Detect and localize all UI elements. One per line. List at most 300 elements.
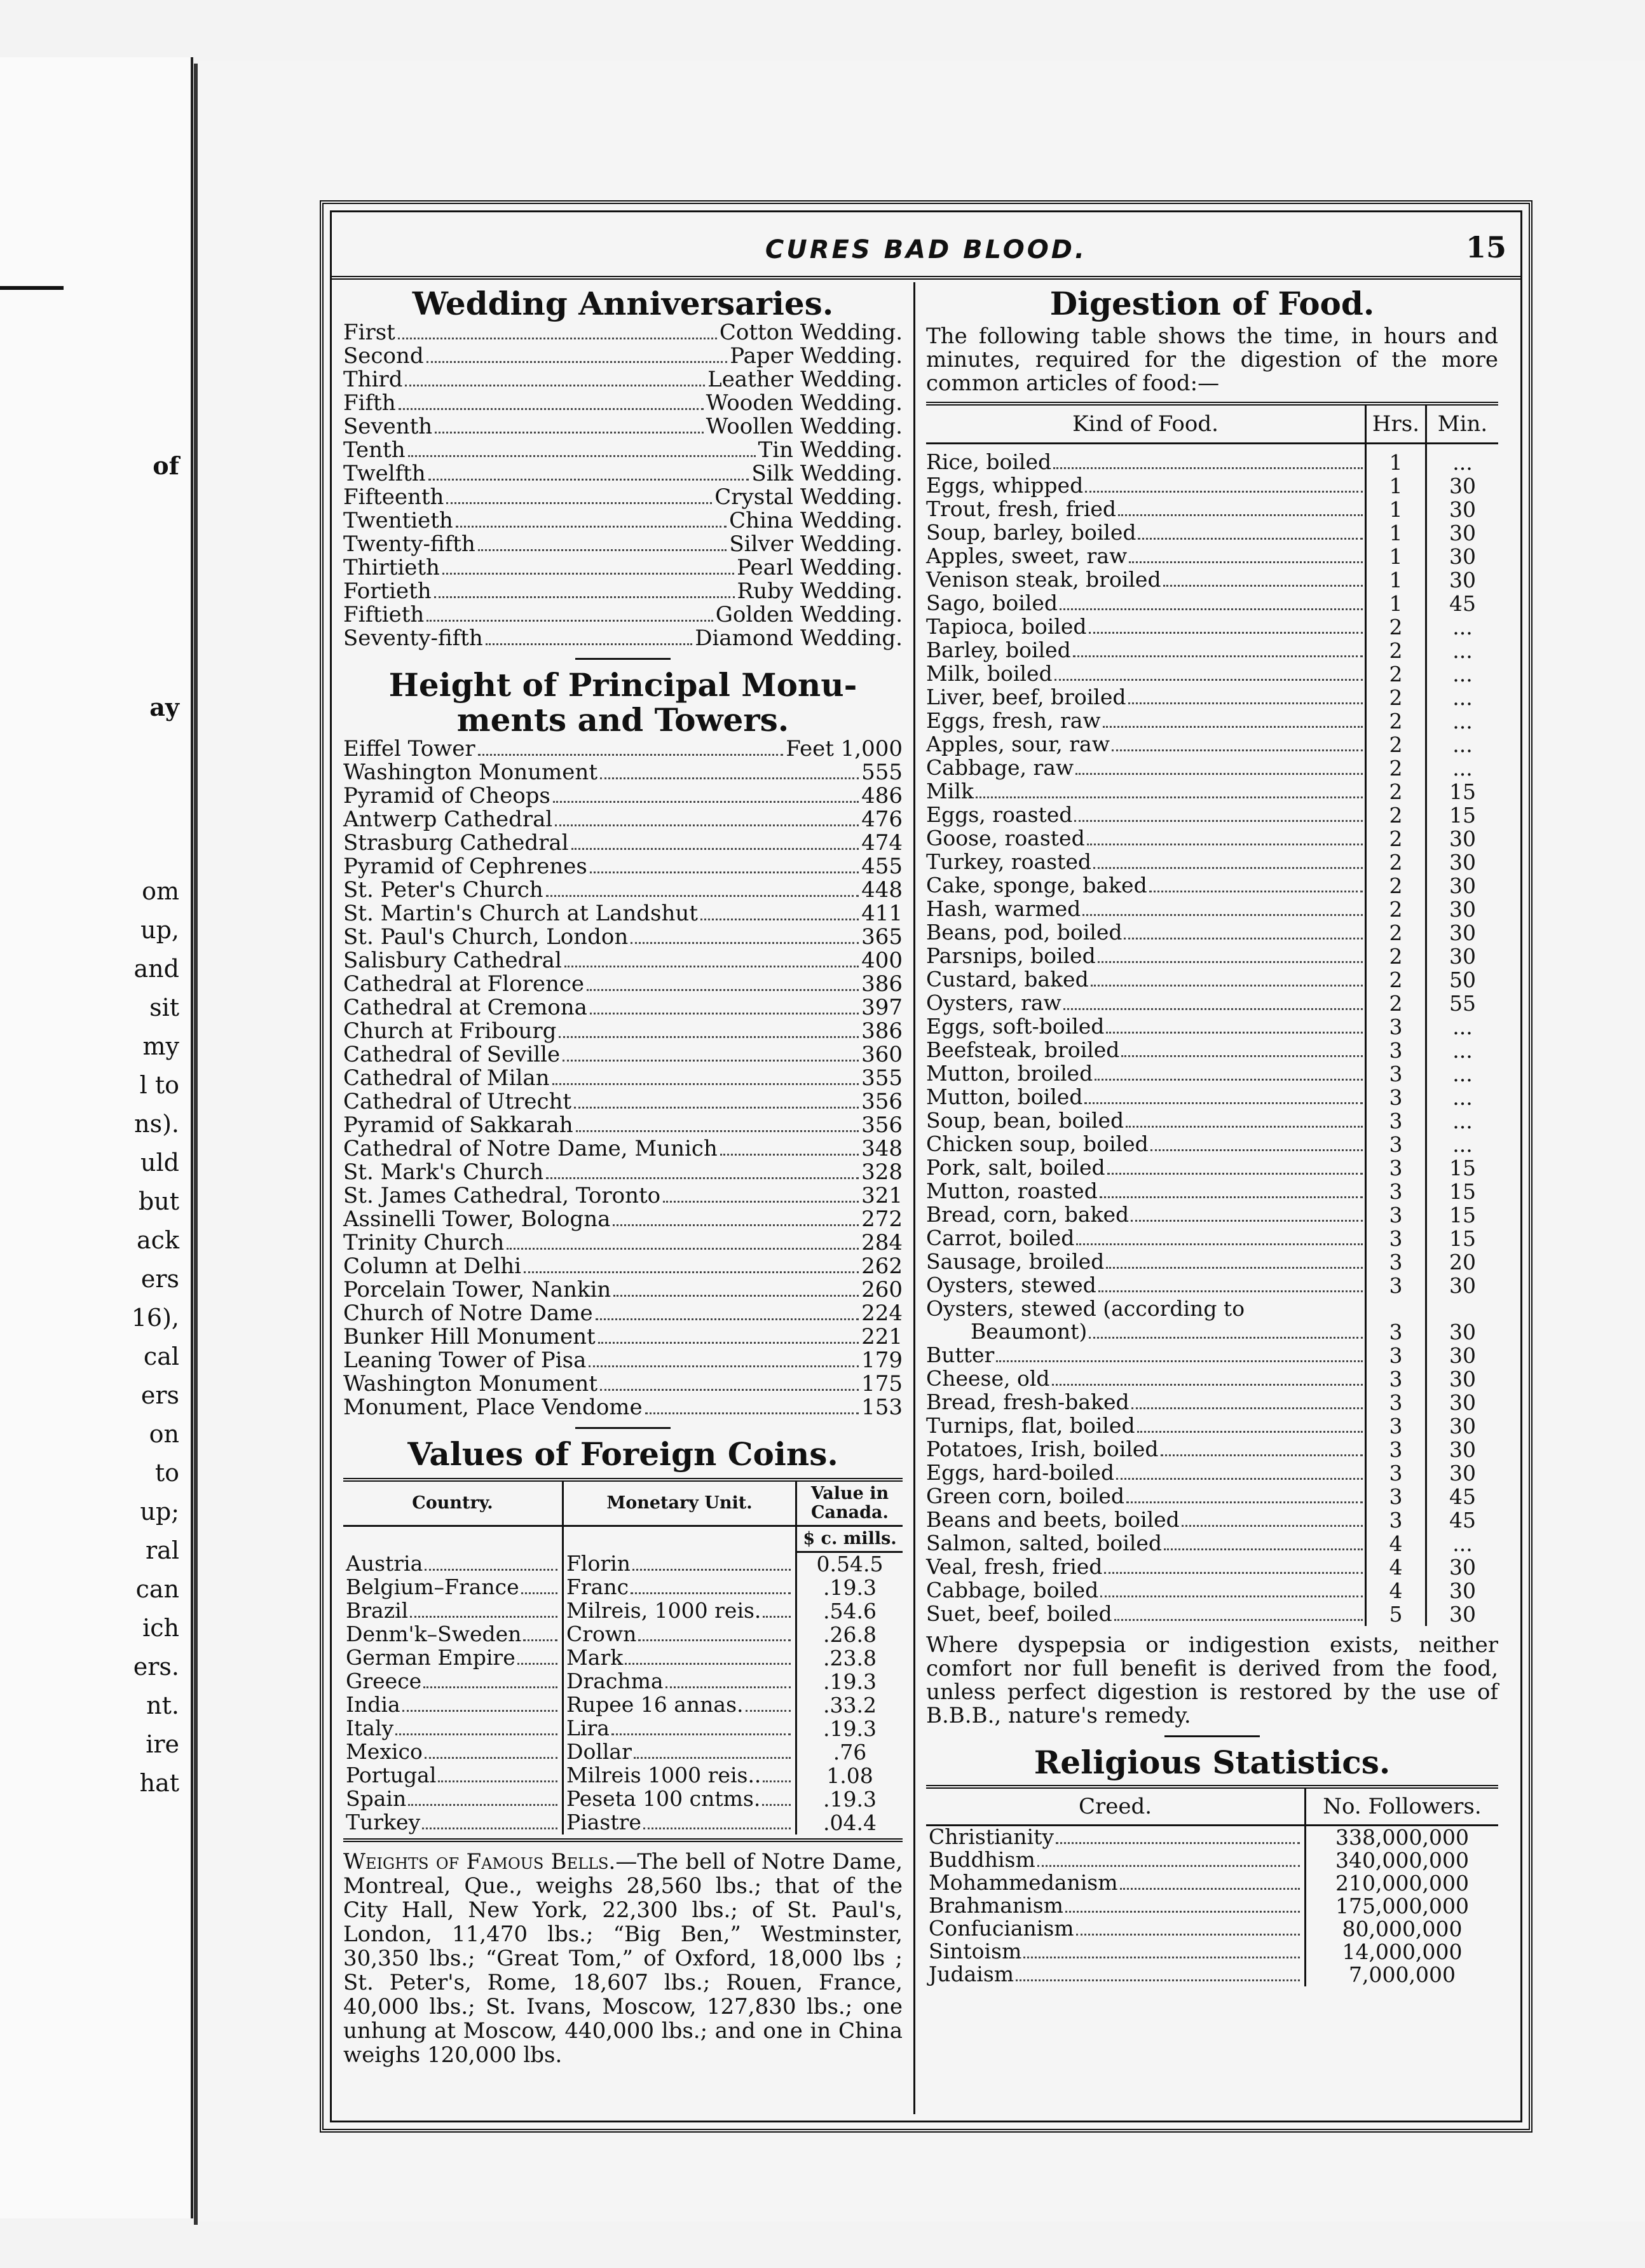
monument-row bbox=[343, 1090, 903, 1114]
leader-dots bbox=[763, 1780, 791, 1782]
food-min: 30 bbox=[1426, 1414, 1499, 1438]
wedding-row-name: Fifth bbox=[343, 390, 396, 416]
food-kind-cell bbox=[926, 1414, 1366, 1438]
food-kind-cell bbox=[926, 1109, 1366, 1133]
left-page-fragment: to bbox=[154, 1459, 179, 1487]
coins-unit-cell bbox=[563, 1552, 796, 1576]
leader-dots bbox=[398, 338, 717, 339]
wedding-row-name: Tenth bbox=[343, 437, 406, 463]
coins-row bbox=[343, 1740, 903, 1764]
monument-row-value: 356 bbox=[861, 1089, 903, 1114]
monument-row-value: 474 bbox=[861, 830, 903, 856]
monument-row-name: Cathedral of Seville bbox=[343, 1042, 561, 1067]
food-kind-cell bbox=[926, 1320, 1366, 1344]
bells-heading: Weights of Famous Bells. bbox=[343, 1849, 616, 1875]
leader-dots bbox=[395, 1733, 557, 1735]
food-min: ... bbox=[1426, 1015, 1499, 1039]
food-row bbox=[926, 780, 1498, 803]
leader-dots bbox=[589, 1365, 859, 1367]
leader-dots bbox=[596, 1318, 859, 1320]
food-row bbox=[926, 945, 1498, 968]
food-kind-cell bbox=[926, 1203, 1366, 1227]
wedding-row bbox=[343, 462, 903, 486]
food-row bbox=[926, 803, 1498, 827]
food-row bbox=[926, 1274, 1498, 1297]
wedding-row-name: Fiftieth bbox=[343, 602, 425, 627]
food-name: Soup, barley, boiled bbox=[926, 520, 1136, 545]
food-name: Beans and beets, boiled bbox=[926, 1507, 1180, 1532]
monument-row-name: Church of Notre Dame bbox=[343, 1301, 593, 1326]
section-rule bbox=[575, 658, 671, 660]
leader-dots bbox=[559, 1036, 859, 1038]
coins-country: Spain bbox=[346, 1786, 407, 1811]
leader-dots bbox=[576, 1130, 859, 1132]
wedding-row-name: Twentieth bbox=[343, 508, 453, 533]
monuments-title-line1: Height of Principal Monu- bbox=[388, 666, 857, 704]
leader-dots bbox=[434, 596, 735, 598]
monument-row-name: Washington Monument bbox=[343, 760, 597, 785]
leader-dots bbox=[643, 1827, 791, 1829]
food-row bbox=[926, 592, 1498, 615]
religion-creed-cell bbox=[926, 1941, 1306, 1964]
wedding-row-name: Fifteenth bbox=[343, 484, 444, 510]
leader-dots bbox=[1084, 1102, 1363, 1104]
left-page-fragment: sit bbox=[149, 994, 179, 1021]
food-name: Custard, baked bbox=[926, 967, 1089, 992]
food-min: 30 bbox=[1426, 874, 1499, 898]
monument-row-value: 411 bbox=[861, 901, 903, 926]
food-hrs: 1 bbox=[1366, 498, 1426, 521]
monument-row-name: Bunker Hill Monument bbox=[343, 1324, 596, 1349]
wedding-row bbox=[343, 486, 903, 509]
food-row bbox=[926, 709, 1498, 733]
food-kind-cell bbox=[926, 1508, 1366, 1532]
food-name: Mutton, broiled bbox=[926, 1061, 1093, 1086]
food-hrs: 4 bbox=[1366, 1532, 1426, 1555]
food-row bbox=[926, 1250, 1498, 1274]
left-page-fragment: but bbox=[138, 1187, 179, 1215]
monument-row bbox=[343, 761, 903, 784]
digestion-intro: The following table shows the time, in hours and minutes, required for the digestion of the more common articles of food:— bbox=[926, 324, 1498, 396]
food-min: 30 bbox=[1426, 850, 1499, 874]
monument-row bbox=[343, 784, 903, 808]
food-row bbox=[926, 444, 1498, 475]
coins-row bbox=[343, 1764, 903, 1787]
coins-value: .19.3 bbox=[796, 1787, 903, 1811]
monument-row-value: 356 bbox=[861, 1112, 903, 1138]
coins-table bbox=[343, 1478, 903, 1834]
monument-row-name: Church at Fribourg bbox=[343, 1018, 557, 1044]
bells-paragraph bbox=[343, 1838, 903, 2067]
food-kind-cell bbox=[926, 1250, 1366, 1274]
food-kind-cell bbox=[926, 1532, 1366, 1555]
food-header-kind: Kind of Food. bbox=[926, 404, 1366, 444]
food-name: Chicken soup, boiled bbox=[926, 1131, 1149, 1156]
coins-row bbox=[343, 1576, 903, 1599]
coins-value: .76 bbox=[796, 1740, 903, 1764]
food-row bbox=[926, 1579, 1498, 1602]
coins-unit-cell bbox=[563, 1599, 796, 1623]
leader-dots bbox=[1114, 1619, 1363, 1621]
monument-row-value: 328 bbox=[861, 1159, 903, 1185]
right-column bbox=[926, 282, 1498, 2114]
wedding-row-name: Seventh bbox=[343, 414, 433, 439]
food-min: ... bbox=[1426, 615, 1499, 639]
coins-country-cell bbox=[343, 1599, 563, 1623]
left-page-rule bbox=[0, 286, 64, 290]
monument-row-name: St. Peter's Church bbox=[343, 877, 543, 903]
food-hrs: 3 bbox=[1366, 1109, 1426, 1133]
monument-row-value: 486 bbox=[861, 783, 903, 809]
leader-dots bbox=[1087, 844, 1363, 845]
food-kind-cell bbox=[926, 1438, 1366, 1461]
leader-dots bbox=[1093, 867, 1363, 869]
monument-list bbox=[343, 737, 903, 1419]
monument-row bbox=[343, 1396, 903, 1419]
food-row bbox=[926, 968, 1498, 992]
religion-creed-cell bbox=[926, 1918, 1306, 1941]
coins-row bbox=[343, 1693, 903, 1717]
coins-value: .04.4 bbox=[796, 1811, 903, 1834]
food-row bbox=[926, 1508, 1498, 1532]
food-kind-cell bbox=[926, 1555, 1366, 1579]
monument-row-name: Trinity Church bbox=[343, 1230, 505, 1255]
coins-value: .54.6 bbox=[796, 1599, 903, 1623]
food-min: ... bbox=[1426, 756, 1499, 780]
coins-unit: Dollar bbox=[566, 1739, 632, 1764]
leader-dots bbox=[442, 573, 734, 575]
food-min: 30 bbox=[1426, 1344, 1499, 1367]
monument-row bbox=[343, 1114, 903, 1137]
food-kind-cell bbox=[926, 662, 1366, 686]
coins-unit: Peseta 100 cntms. bbox=[566, 1786, 761, 1811]
coins-unit: Crown bbox=[566, 1622, 637, 1646]
wedding-row-name: Third bbox=[343, 367, 403, 392]
wedding-row-value: Cotton Wedding. bbox=[719, 320, 903, 345]
monument-row-value: 272 bbox=[861, 1206, 903, 1232]
food-kind-cell bbox=[926, 1227, 1366, 1250]
leader-dots bbox=[1076, 1243, 1363, 1245]
food-hrs: 5 bbox=[1366, 1602, 1426, 1626]
food-min: ... bbox=[1426, 1109, 1499, 1133]
monument-row bbox=[343, 1043, 903, 1067]
coins-country-cell bbox=[343, 1693, 563, 1717]
monument-row bbox=[343, 1372, 903, 1396]
monument-row-value: 221 bbox=[861, 1324, 903, 1349]
food-kind-cell bbox=[926, 850, 1366, 874]
food-name: Mutton, boiled bbox=[926, 1084, 1083, 1109]
food-min: 45 bbox=[1426, 1485, 1499, 1508]
food-min: 30 bbox=[1426, 1391, 1499, 1414]
wedding-row-value: Tin Wedding. bbox=[758, 437, 903, 463]
food-kind-cell bbox=[926, 1274, 1366, 1297]
religion-followers: 80,000,000 bbox=[1306, 1918, 1499, 1941]
leader-dots bbox=[1098, 961, 1363, 963]
food-row bbox=[926, 1180, 1498, 1203]
food-name: Pork, salt, boiled bbox=[926, 1155, 1105, 1180]
wedding-row-value: Paper Wedding. bbox=[730, 343, 903, 369]
leader-dots bbox=[1085, 491, 1363, 493]
food-kind-cell bbox=[926, 1344, 1366, 1367]
coins-unit-cell bbox=[563, 1764, 796, 1787]
food-min: 30 bbox=[1426, 474, 1499, 498]
food-hrs: 2 bbox=[1366, 874, 1426, 898]
food-header-hrs: Hrs. bbox=[1366, 404, 1426, 444]
religion-creed: Confucianism bbox=[929, 1916, 1074, 1941]
food-min: 30 bbox=[1426, 1461, 1499, 1485]
food-row bbox=[926, 1203, 1498, 1227]
coins-row bbox=[343, 1623, 903, 1646]
food-name: Oysters, raw bbox=[926, 990, 1061, 1015]
food-name: Barley, boiled bbox=[926, 638, 1071, 662]
food-min: ... bbox=[1426, 1532, 1499, 1555]
religion-row bbox=[926, 1941, 1498, 1964]
leader-dots bbox=[996, 1360, 1363, 1362]
leader-dots bbox=[1182, 1525, 1363, 1527]
coins-unit-cell bbox=[563, 1670, 796, 1693]
leader-dots bbox=[438, 1780, 557, 1782]
coins-country: Austria bbox=[346, 1550, 423, 1576]
left-page-fragment: l to bbox=[139, 1071, 179, 1099]
leader-dots bbox=[1128, 702, 1363, 704]
left-page-fragment: can bbox=[135, 1575, 179, 1603]
food-row bbox=[926, 1438, 1498, 1461]
religion-followers: 338,000,000 bbox=[1306, 1826, 1499, 1850]
left-page-fragment: cal bbox=[143, 1342, 179, 1370]
food-kind-cell bbox=[926, 444, 1366, 475]
monument-row-name: St. Paul's Church, London bbox=[343, 924, 629, 950]
food-min: 30 bbox=[1426, 945, 1499, 968]
food-row bbox=[926, 498, 1498, 521]
monument-row bbox=[343, 926, 903, 949]
food-name: Veal, fresh, fried bbox=[926, 1554, 1103, 1579]
food-row bbox=[926, 992, 1498, 1015]
food-kind-cell bbox=[926, 874, 1366, 898]
food-min: ... bbox=[1426, 639, 1499, 662]
coins-country: India bbox=[346, 1692, 400, 1717]
food-row bbox=[926, 850, 1498, 874]
food-row bbox=[926, 874, 1498, 898]
food-row bbox=[926, 1461, 1498, 1485]
food-row bbox=[926, 521, 1498, 545]
coins-country: Turkey bbox=[346, 1810, 421, 1834]
coins-country-cell bbox=[343, 1576, 563, 1599]
leader-dots bbox=[1076, 1934, 1300, 1936]
leader-dots bbox=[1131, 1220, 1363, 1222]
left-page-fragment: 16), bbox=[131, 1304, 179, 1332]
leader-dots bbox=[563, 1060, 859, 1062]
wedding-row-name: Fortieth bbox=[343, 578, 432, 604]
food-kind-cell bbox=[926, 1156, 1366, 1180]
coins-country-cell bbox=[343, 1787, 563, 1811]
coins-row bbox=[343, 1552, 903, 1576]
food-name: Eggs, soft-boiled bbox=[926, 1014, 1105, 1039]
food-hrs: 1 bbox=[1366, 474, 1426, 498]
left-page-fragment: ire bbox=[146, 1730, 179, 1758]
coins-unit: Piastre bbox=[566, 1810, 641, 1834]
leader-dots bbox=[763, 1616, 791, 1618]
food-row bbox=[926, 1367, 1498, 1391]
food-row bbox=[926, 1297, 1498, 1320]
wedding-row bbox=[343, 368, 903, 392]
leader-dots bbox=[1129, 561, 1363, 563]
food-hrs: 2 bbox=[1366, 968, 1426, 992]
food-hrs: 2 bbox=[1366, 615, 1426, 639]
wedding-row-name: First bbox=[343, 320, 395, 345]
leader-dots bbox=[600, 777, 859, 779]
leader-dots bbox=[632, 1569, 791, 1571]
coins-country-cell bbox=[343, 1552, 563, 1576]
food-kind-cell bbox=[926, 733, 1366, 756]
religion-row bbox=[926, 1964, 1498, 1986]
food-hrs: 3 bbox=[1366, 1203, 1426, 1227]
wedding-title: Wedding Anniversaries. bbox=[412, 285, 834, 322]
food-kind-cell bbox=[926, 921, 1366, 945]
leader-dots bbox=[524, 1271, 859, 1273]
leader-dots bbox=[1023, 1957, 1300, 1958]
leader-dots bbox=[587, 989, 859, 991]
food-name: Tapioca, boiled bbox=[926, 614, 1087, 639]
coins-row bbox=[343, 1787, 903, 1811]
leader-dots bbox=[631, 942, 859, 944]
food-row bbox=[926, 1391, 1498, 1414]
monument-row-value: 175 bbox=[861, 1371, 903, 1397]
religion-creed: Brahmanism bbox=[929, 1893, 1063, 1918]
food-name: Suet, beef, boiled bbox=[926, 1601, 1112, 1626]
bells-text: —The bell of Notre Dame, Montreal, Que., weighs 28,560 lbs.; that of the City Hall, New York, 22,300 lbs.; of St. Paul's, London, 11,470 lbs.; “Big Ben,” Westminster, 30,350 lbs.; “Great Tom,” of Oxford, 18,000 lbs ; St. Peter's, Rome, 18,607 lbs.; Rouen, France, 40,000 lbs.; St. Ivans, Moscow, 127,830 lbs.; one unhung at Moscow, 440,000 lbs.; and one in China weighs 120,000 lbs. bbox=[343, 1849, 903, 2068]
coins-unit: Florin bbox=[566, 1550, 631, 1576]
food-hrs bbox=[1366, 1297, 1426, 1320]
food-name: Beans, pod, boiled bbox=[926, 920, 1123, 945]
wedding-row-value: Silver Wedding. bbox=[729, 531, 903, 557]
monument-row-name: Pyramid of Cephrenes bbox=[343, 854, 587, 879]
leader-dots bbox=[1137, 1431, 1363, 1433]
leader-dots bbox=[1074, 820, 1363, 822]
leader-dots bbox=[746, 1710, 791, 1712]
food-row bbox=[926, 1039, 1498, 1062]
food-hrs: 3 bbox=[1366, 1015, 1426, 1039]
food-name: Rice, boiled bbox=[926, 449, 1052, 474]
wedding-row bbox=[343, 556, 903, 580]
food-hrs: 3 bbox=[1366, 1461, 1426, 1485]
wedding-row-value: Woollen Wedding. bbox=[706, 414, 903, 439]
religion-creed-cell bbox=[926, 1849, 1306, 1872]
monument-row-name: Column at Delhi bbox=[343, 1254, 521, 1279]
food-hrs: 2 bbox=[1366, 756, 1426, 780]
leader-dots bbox=[405, 385, 705, 386]
coins-unit-cell bbox=[563, 1693, 796, 1717]
food-min: 50 bbox=[1426, 968, 1499, 992]
monument-row-name: St. James Cathedral, Toronto bbox=[343, 1183, 661, 1208]
leader-dots bbox=[410, 1616, 557, 1618]
monument-row-name: Cathedral at Florence bbox=[343, 971, 585, 997]
wedding-row-value: Wooden Wedding. bbox=[706, 390, 903, 416]
food-name: Eggs, hard-boiled bbox=[926, 1460, 1114, 1485]
food-kind-cell bbox=[926, 827, 1366, 850]
religion-followers: 210,000,000 bbox=[1306, 1872, 1499, 1895]
food-min: 30 bbox=[1426, 1274, 1499, 1297]
religion-followers: 175,000,000 bbox=[1306, 1895, 1499, 1918]
food-hrs: 4 bbox=[1366, 1579, 1426, 1602]
food-min: 15 bbox=[1426, 1203, 1499, 1227]
monument-row-value: 179 bbox=[861, 1348, 903, 1373]
food-name: Venison steak, broiled bbox=[926, 567, 1161, 592]
food-kind-cell bbox=[926, 1133, 1366, 1156]
monument-row-name: Cathedral at Cremona bbox=[343, 995, 587, 1020]
wedding-row-value: China Wedding. bbox=[729, 508, 903, 533]
food-min: 15 bbox=[1426, 803, 1499, 827]
food-hrs: 2 bbox=[1366, 803, 1426, 827]
leader-dots bbox=[546, 895, 859, 897]
food-row bbox=[926, 1555, 1498, 1579]
monument-row bbox=[343, 1020, 903, 1043]
food-hrs: 2 bbox=[1366, 733, 1426, 756]
food-name: Cabbage, boiled bbox=[926, 1578, 1099, 1602]
leader-dots bbox=[666, 1686, 791, 1688]
leader-dots bbox=[1124, 938, 1363, 939]
leader-dots bbox=[1121, 1055, 1363, 1057]
wedding-row bbox=[343, 603, 903, 627]
food-row bbox=[926, 756, 1498, 780]
leader-dots bbox=[478, 549, 727, 551]
religion-header-followers: No. Followers. bbox=[1306, 1787, 1499, 1826]
leader-dots bbox=[427, 620, 713, 622]
leader-dots bbox=[613, 1295, 859, 1297]
wedding-row-name: Second bbox=[343, 343, 424, 369]
digestion-note: Where dyspepsia or indigestion exists, neither comfort nor full benefit is derived from the food, unless perfect digestion is restored by the use of B.B.B., nature's remedy. bbox=[926, 1632, 1498, 1728]
coins-country: Italy bbox=[346, 1716, 394, 1740]
religion-row bbox=[926, 1895, 1498, 1918]
coins-value: 1.08 bbox=[796, 1764, 903, 1787]
coins-unit: Drachma bbox=[566, 1669, 664, 1693]
food-name: Bread, corn, baked bbox=[926, 1202, 1130, 1227]
monument-row bbox=[343, 996, 903, 1020]
food-row bbox=[926, 1485, 1498, 1508]
leader-dots bbox=[645, 1412, 859, 1414]
food-hrs: 3 bbox=[1366, 1227, 1426, 1250]
religion-creed-cell bbox=[926, 1826, 1306, 1850]
religion-header-creed: Creed. bbox=[926, 1787, 1306, 1826]
food-hrs: 4 bbox=[1366, 1555, 1426, 1579]
coins-unit: Mark bbox=[566, 1645, 624, 1670]
food-hrs: 2 bbox=[1366, 850, 1426, 874]
food-min: ... bbox=[1426, 1062, 1499, 1086]
food-hrs: 3 bbox=[1366, 1414, 1426, 1438]
food-row bbox=[926, 1602, 1498, 1626]
food-hrs: 1 bbox=[1366, 521, 1426, 545]
wedding-row bbox=[343, 345, 903, 368]
food-row bbox=[926, 568, 1498, 592]
food-name: Sago, boiled bbox=[926, 591, 1058, 615]
coins-unit: Milreis, 1000 reis. bbox=[566, 1598, 761, 1623]
leader-dots bbox=[600, 1389, 859, 1391]
food-hrs: 3 bbox=[1366, 1438, 1426, 1461]
food-hrs: 2 bbox=[1366, 709, 1426, 733]
leader-dots bbox=[1164, 1548, 1363, 1550]
food-min: ... bbox=[1426, 1133, 1499, 1156]
leader-dots bbox=[1055, 679, 1363, 681]
food-min: 20 bbox=[1426, 1250, 1499, 1274]
leader-dots bbox=[1091, 985, 1363, 987]
leader-dots bbox=[700, 919, 859, 920]
food-min: 30 bbox=[1426, 1555, 1499, 1579]
leader-dots bbox=[1073, 655, 1363, 657]
wedding-row bbox=[343, 533, 903, 556]
food-min: ... bbox=[1426, 709, 1499, 733]
food-min: 55 bbox=[1426, 992, 1499, 1015]
food-row bbox=[926, 1133, 1498, 1156]
coins-row bbox=[343, 1811, 903, 1834]
